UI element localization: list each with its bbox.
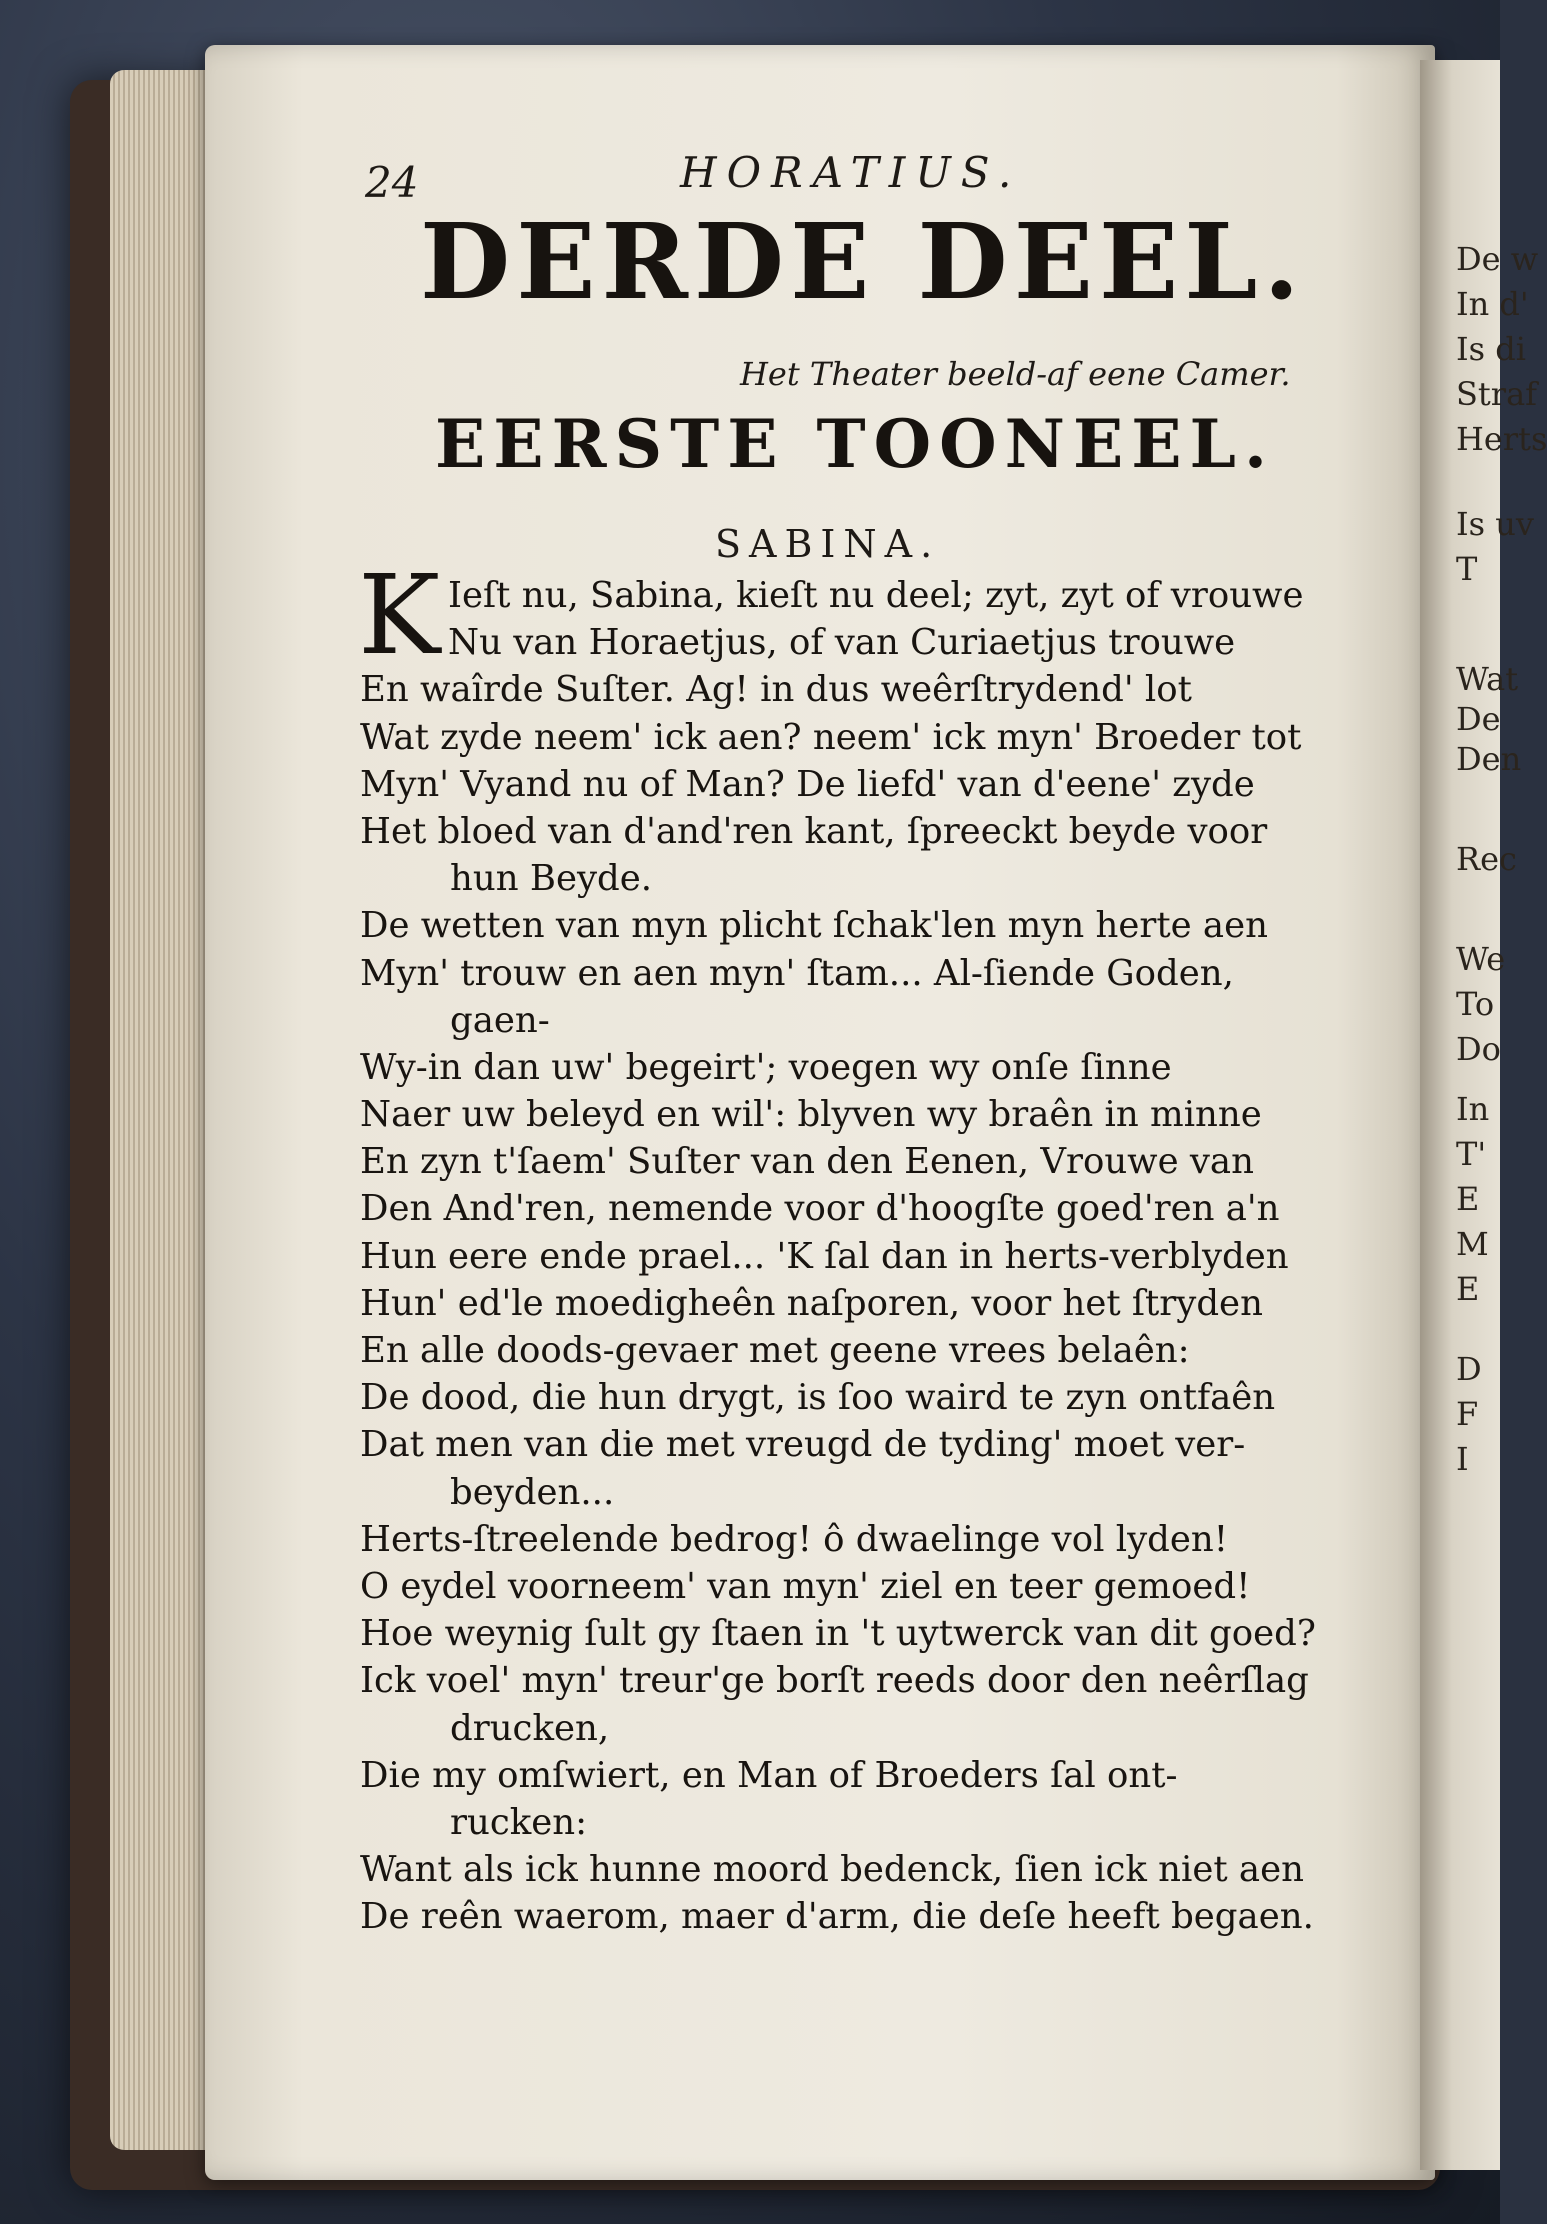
verse-line: Ick voel' myn' treur'ge borſt reeds door den neêrſlag [360, 1660, 1309, 1702]
facing-page-fragment: Wat [1456, 660, 1519, 698]
verse-line: Ieſt nu, Sabina, kieſt nu deel; zyt, zyt of vrouwe [448, 575, 1304, 616]
verse-line: Herts-ſtreelende bedrog! ô dwaelinge vol lyden! [360, 1518, 1228, 1560]
verse-line: Dat men van die met vreugd de tyding' moet ver- [360, 1424, 1246, 1466]
facing-page-fragment: D [1456, 1350, 1482, 1388]
stage-direction: Het Theater beeld-af eene Camer. [740, 355, 1291, 393]
verse-line: Die my omſwiert, en Man of Broeders ſal ont- [360, 1754, 1178, 1796]
facing-page-fragment: Is uv [1456, 505, 1534, 543]
facing-page-fragment: To [1456, 985, 1495, 1023]
speaker-name: SABINA. [715, 522, 941, 566]
running-title: HORATIUS. [680, 148, 1022, 197]
facing-page-fragment: T [1456, 550, 1478, 588]
verse-line: Wy-in dan uw' begeirt'; voegen wy onſe ſinne [360, 1046, 1172, 1088]
verse-line: Hun eere ende prael... 'K ſal dan in herts-verblyden [360, 1235, 1289, 1277]
facing-page-fragment: E [1456, 1180, 1480, 1218]
page-number: 24 [365, 158, 419, 207]
drop-cap: K [358, 551, 441, 679]
verse-line: Naer uw beleyd en wil': blyven wy braên in minne [360, 1094, 1262, 1136]
verse-line: En zyn t'ſaem' Suſter van den Eenen, Vrouwe van [360, 1141, 1254, 1183]
verse-line: Den And'ren, nemende voor d'hoogſte goed'ren a'n [360, 1188, 1280, 1230]
verse-line: Wat zyde neem' ick aen? neem' ick myn' Broeder tot [360, 716, 1302, 758]
verse-text [360, 572, 1400, 1940]
verse-line: En alle doods-gevaer met geene vrees belaên: [360, 1330, 1190, 1371]
facing-page-fragment: De [1456, 700, 1501, 738]
verse-line: hun Beyde. [450, 858, 653, 900]
verse-line: gaen- [450, 999, 550, 1041]
facing-page-fragment: Is di [1456, 330, 1526, 368]
facing-page-fragment: De w [1456, 240, 1539, 278]
verse-line: rucken: [450, 1801, 588, 1843]
verse-line: Hoe weynig ſult gy ſtaen in 't uytwerck van dit goed? [360, 1613, 1316, 1655]
facing-page-fragment: Herts [1456, 420, 1547, 458]
verse-line: Nu van Horaetjus, of van Curiaetjus trouwe [448, 622, 1236, 664]
part-title: DERDE DEEL. [420, 200, 1306, 323]
facing-page [1420, 60, 1547, 2170]
facing-page-fragment: M [1456, 1225, 1489, 1263]
facing-page-fragment: We [1456, 940, 1506, 978]
facing-page-fragment: I [1456, 1440, 1469, 1478]
verse-line: Hun' ed'le moedigheên naſporen, voor het ſtryden [360, 1282, 1263, 1324]
scene-title: EERSTE TOONEEL. [435, 405, 1275, 483]
verse-line: Myn' Vyand nu of Man? De liefd' van d'eene' zyde [360, 763, 1255, 805]
facing-page-fragment: In [1456, 1090, 1490, 1128]
verse-line: De dood, die hun drygt, is ſoo waird te zyn ontfaên [360, 1377, 1276, 1419]
facing-page-fragment: F [1456, 1395, 1479, 1433]
facing-page-fragment: E [1456, 1270, 1480, 1308]
verse-line: De reên waerom, maer d'arm, die deſe heeft begaen. [360, 1896, 1314, 1938]
verse-line: De wetten van myn plicht ſchak'len myn herte aen [360, 905, 1268, 947]
verse-line: beyden... [450, 1471, 615, 1513]
verse-line: Want als ick hunne moord bedenck, ſien ick niet aen [360, 1849, 1304, 1891]
verse-line: drucken, [450, 1707, 610, 1749]
verse-line: Het bloed van d'and'ren kant, ſpreeckt beyde voor [360, 810, 1268, 852]
facing-page-fragment: Straf [1456, 375, 1537, 413]
verse-line: O eydel voorneem' van myn' ziel en teer gemoed! [360, 1565, 1251, 1607]
facing-page-fragment: T' [1456, 1135, 1487, 1173]
facing-page-fragment: Do [1456, 1030, 1501, 1068]
verse-line: En waîrde Suſter. Ag! in dus weêrſtrydend' lot [360, 669, 1192, 711]
facing-page-fragment: Rec [1456, 840, 1517, 878]
facing-page-fragment: Den [1456, 740, 1522, 778]
facing-page-fragment: In d' [1456, 285, 1529, 323]
verse-line: Myn' trouw en aen myn' ſtam... Al-ſiende Goden, [360, 952, 1234, 994]
